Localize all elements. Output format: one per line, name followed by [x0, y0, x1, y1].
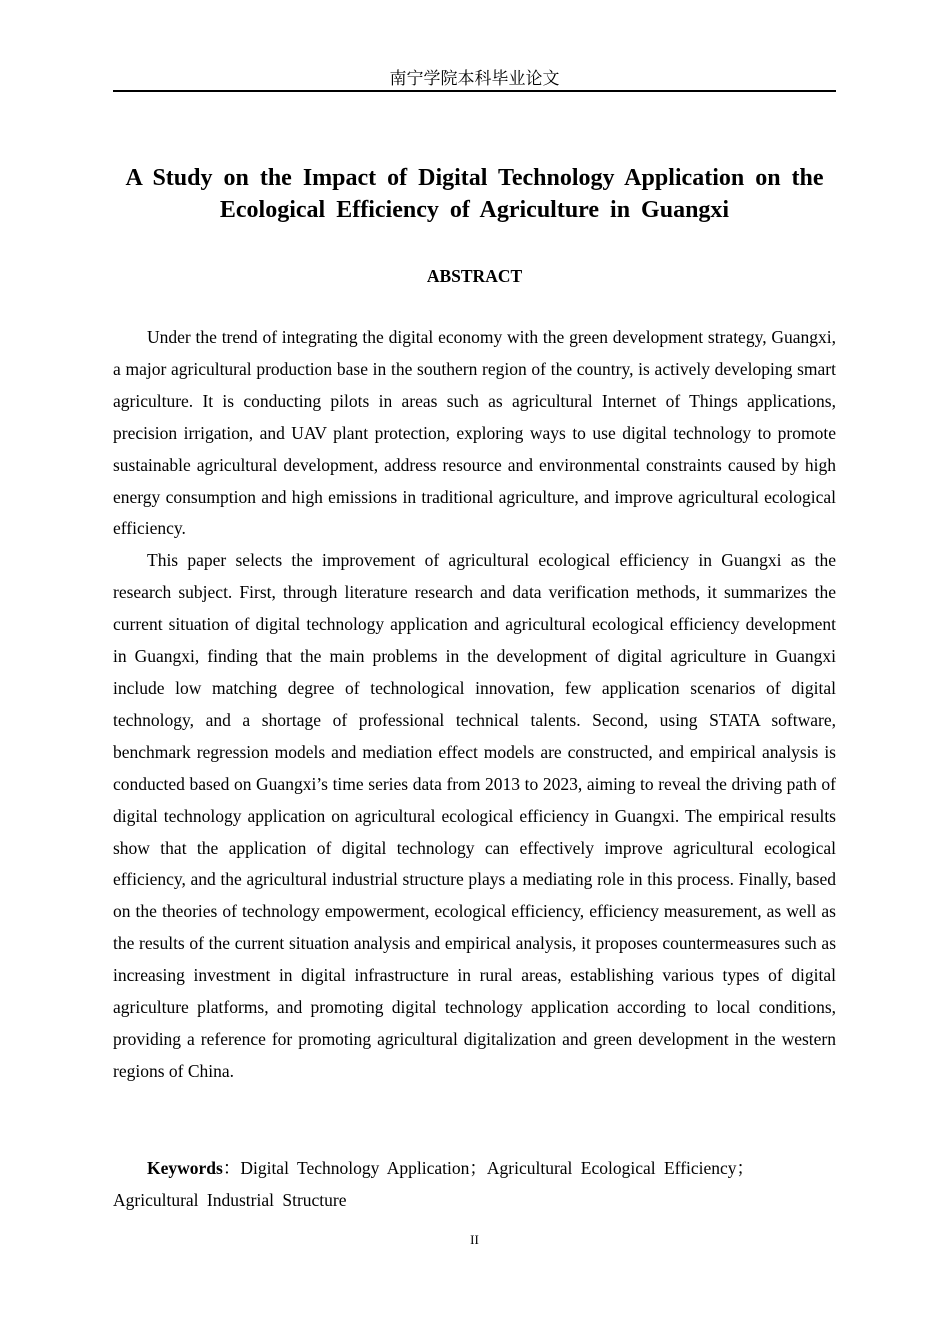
- keywords-text: Digital Technology Application；Agricultural Ecological Efficiency；Agricultural Industrial Structure: [113, 1158, 755, 1210]
- paper-title: A Study on the Impact of Digital Technology Application on the Ecological Efficiency of Agriculture in Guangxi: [125, 165, 824, 223]
- abstract-body: [113, 322, 836, 1088]
- running-header: 南宁学院本科毕业论文: [113, 66, 836, 92]
- keywords-line: [113, 1153, 836, 1216]
- keywords-separator: ：: [222, 1158, 241, 1178]
- abstract-paragraph-1: Under the trend of integrating the digital economy with the green development strategy, Guangxi, a major agricultural production base in the southern region of the country, is actively developing smart agriculture. It is conducting pilots in areas such as agricultural Internet of Things applications, precision irrigation, and UAV plant protection, exploring ways to use digital technology to promote sustainable agricultural development, address resource and environmental constraints caused by high energy consumption and high emissions in traditional agriculture, and improve agricultural ecological efficiency.: [113, 327, 836, 539]
- abstract-paragraph-2: This paper selects the improvement of agricultural ecological efficiency in Guangxi as the research subject. First, through literature research and data verification methods, it summarizes the current situation of digital technology application and agricultural ecological efficiency development in Guangxi, finding that the main problems in the development of digital agriculture in Guangxi include low matching degree of technological innovation, few application scenarios of digital technology, and a shortage of professional technical talents. Second, using STATA software, benchmark regression models and mediation effect models are constructed, and empirical analysis is conducted based on Guangxi’s time series data from 2013 to 2023, aiming to reveal the driving path of digital technology application on agricultural ecological efficiency in Guangxi. The empirical results show that the application of digital technology can effectively improve agricultural ecological efficiency, and the agricultural industrial structure plays a mediating role in this process. Finally, based on the theories of technology empowerment, ecological efficiency, efficiency measurement, as well as the results of the current situation analysis and empirical analysis, it proposes countermeasures such as increasing investment in digital infrastructure in rural areas, establishing various types of digital agriculture platforms, and promoting digital technology application according to local conditions, providing a reference for promoting agricultural digitalization and green development in the western regions of China.: [113, 550, 836, 1081]
- page-number: II: [470, 1232, 479, 1247]
- keywords-label: Keywords: [147, 1158, 223, 1178]
- abstract-heading: ABSTRACT: [426, 266, 523, 286]
